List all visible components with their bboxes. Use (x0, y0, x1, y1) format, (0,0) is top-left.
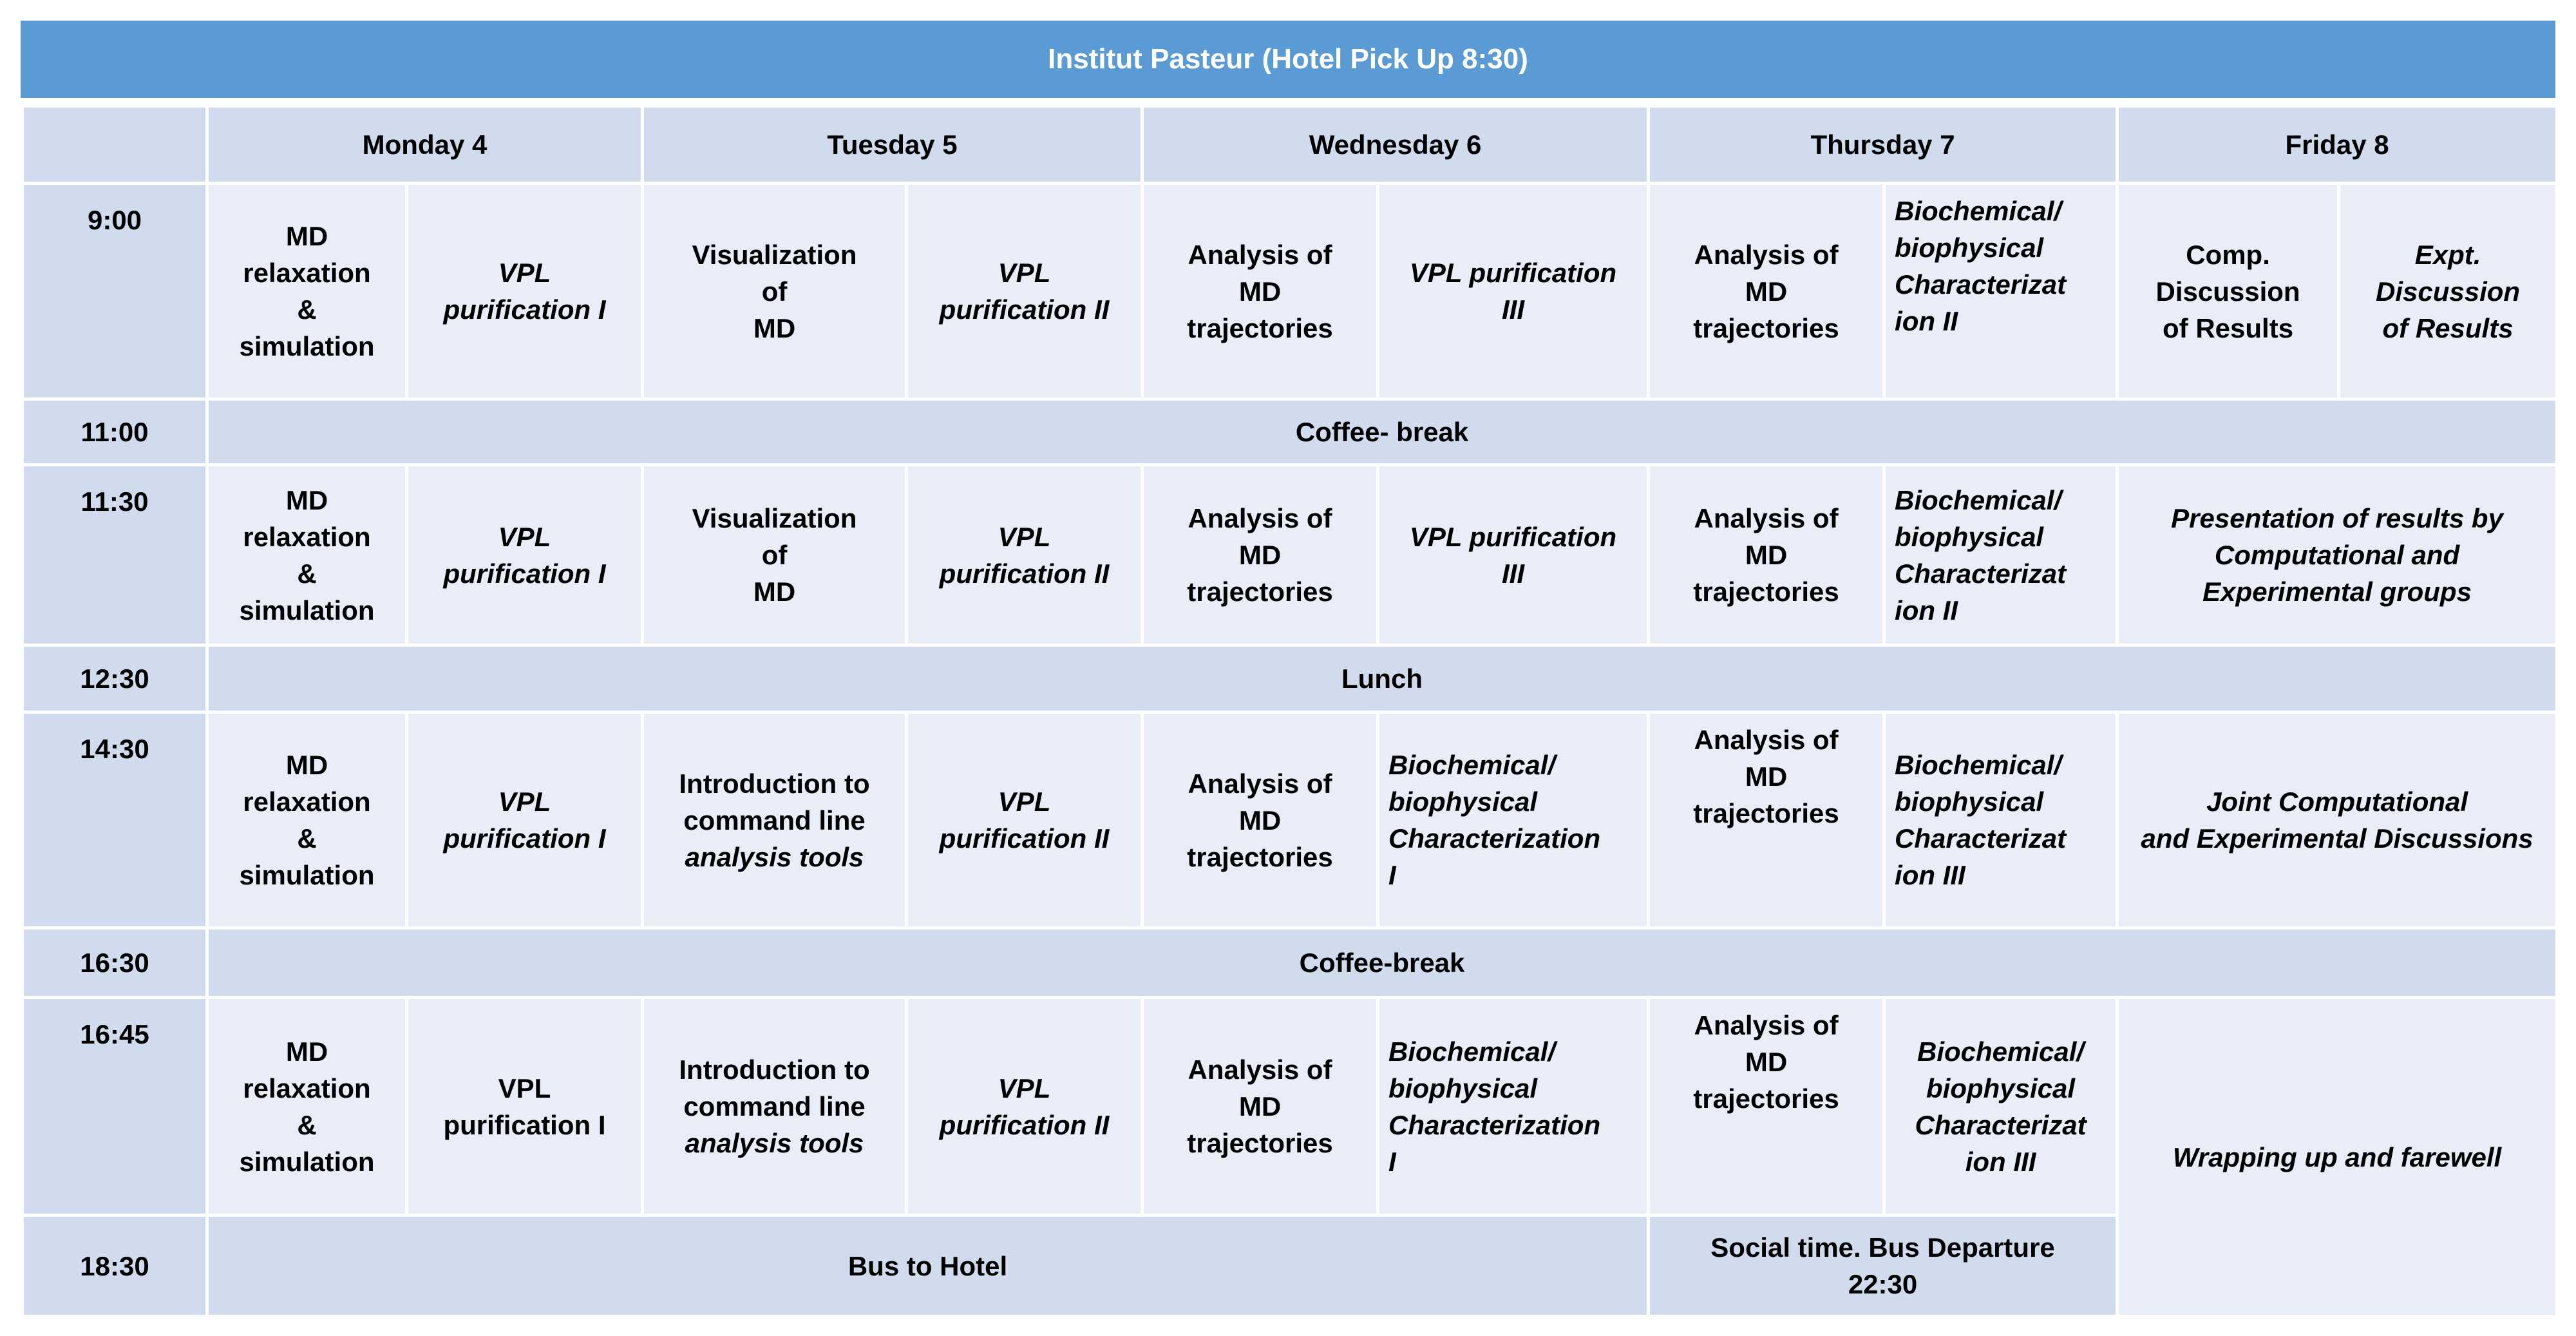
session-1130-mon-a-line: simulation (239, 595, 375, 625)
session-1645-tue-b-line: VPL (998, 1073, 1051, 1103)
session-1430-thu-b (1884, 712, 2117, 928)
session-1645-wed-a-line: MD (1238, 1091, 1282, 1121)
session-1645-tue-b (907, 998, 1142, 1216)
session-0900-tue-a-line: MD (753, 312, 796, 343)
session-0900-wed-a-line: MD (1238, 276, 1282, 307)
session-0900-fri-a (2117, 184, 2339, 399)
social-time (1649, 1216, 2117, 1317)
session-1430-mon-b-line: VPL (498, 787, 551, 817)
time-1130: 11:30 (23, 465, 207, 645)
session-1430-thu-a-line: Analysis of (1694, 725, 1839, 755)
session-1130-thu-a-line: Analysis of (1694, 503, 1839, 533)
session-0900-thu-b (1884, 184, 2117, 399)
session-1130-thu-b-line: ion II (1895, 595, 1958, 625)
session-1130-wed-a-line: Analysis of (1188, 503, 1332, 533)
session-1430-wed-a-line: trajectories (1187, 841, 1333, 872)
session-1430-thu-a-line: MD (1745, 761, 1788, 792)
session-1130-mon-a-line: & (297, 558, 317, 589)
session-1645-tue-a (643, 998, 907, 1216)
session-1645-thu-b-line: ion III (1965, 1146, 2036, 1177)
coffee-break-afternoon: Coffee-break (207, 928, 2557, 998)
time-1230: 12:30 (23, 645, 207, 712)
session-1130-thu-b-line: biophysical (1895, 521, 2044, 552)
session-1645-tue-a-line: analysis tools (685, 1128, 864, 1158)
session-0900-thu-a-line: Analysis of (1694, 239, 1839, 270)
session-1430-mon-a-line: simulation (239, 860, 375, 890)
session-1430-tue-a-line: command line (683, 805, 866, 835)
session-1645-mon-b (407, 998, 643, 1216)
day-wednesday: Wednesday 6 (1142, 106, 1649, 184)
session-1645-tue-b-line: purification II (939, 1109, 1110, 1140)
session-1130-mon-a (207, 465, 407, 645)
session-1430-mon-a-line: & (297, 823, 317, 854)
session-1645-mon-a (207, 998, 407, 1216)
schedule-table (21, 104, 2559, 1318)
session-0900-wed-b (1378, 184, 1649, 399)
session-1130-wed-b (1378, 465, 1649, 645)
session-0900-fri-b-line: Discussion (2376, 276, 2521, 307)
session-1130-mon-a-line: MD (285, 484, 328, 515)
session-0900-wed-a-line: trajectories (1187, 312, 1333, 343)
corner-cell (23, 106, 207, 184)
session-1645-wed-b-line: I (1388, 1146, 1396, 1177)
session-0900-mon-b-line: VPL (498, 258, 551, 288)
session-1130-wed-a-line: MD (1238, 540, 1282, 570)
lunch-break: Lunch (207, 645, 2557, 712)
session-1645-thu-a-line: Analysis of (1694, 1010, 1839, 1040)
session-1430-wed-b (1378, 712, 1649, 928)
time-1645: 16:45 (23, 998, 207, 1216)
session-1430-mon-a (207, 712, 407, 928)
session-1430-wed-b-line: biophysical (1388, 787, 1538, 817)
session-1430-wed-b-line: I (1388, 860, 1396, 890)
session-1645-thu-b-line: biophysical (1926, 1073, 2076, 1103)
session-1645-wed-a-line: trajectories (1187, 1128, 1333, 1158)
session-0900-wed-a (1142, 184, 1378, 399)
session-1645-wed-b-line: Characterization (1388, 1109, 1601, 1140)
session-1430-wed-a (1142, 712, 1378, 928)
session-1430-tue-b-line: VPL (998, 787, 1051, 817)
session-1430-tue-b (907, 712, 1142, 928)
session-0900-thu-a-line: trajectories (1693, 312, 1839, 343)
schedule (21, 21, 2555, 1318)
social-time-line: 22:30 (1848, 1269, 1918, 1299)
session-1430-thu-a (1649, 712, 1884, 928)
session-1430-wed-a-line: Analysis of (1188, 768, 1332, 799)
session-1430-tue-a-line: Introduction to (679, 768, 870, 799)
session-1430-thu-b-line: biophysical (1895, 787, 2044, 817)
session-0900-tue-b-line: purification II (939, 294, 1110, 325)
session-1645-thu-b-line: Biochemical/ (1917, 1036, 2085, 1067)
session-1430-tue-a (643, 712, 907, 928)
session-0900-tue-b-line: VPL (998, 258, 1051, 288)
session-1130-thu-b (1884, 465, 2117, 645)
day-monday: Monday 4 (207, 106, 643, 184)
session-0900-mon-b (407, 184, 643, 399)
session-0900-thu-a (1649, 184, 1884, 399)
session-1645-tue-a-line: command line (683, 1091, 866, 1121)
session-0900-fri-b (2339, 184, 2557, 399)
session-1645-thu-a (1649, 998, 1884, 1216)
session-1130-thu-b-line: Biochemical/ (1895, 484, 2062, 515)
session-1645-thu-b (1884, 998, 2117, 1216)
session-0900-thu-b-line: ion II (1895, 306, 1958, 336)
session-1130-thu-a (1649, 465, 1884, 645)
session-0900-mon-a-line: simulation (239, 331, 375, 361)
row-0900 (23, 184, 2557, 399)
session-1130-tue-a-line: of (761, 540, 788, 570)
session-0900-tue-b (907, 184, 1142, 399)
social-time-line: Social time. Bus Departure (1710, 1232, 2055, 1263)
session-0900-mon-a-line: relaxation (243, 258, 371, 288)
session-1430-mon-a-line: MD (285, 750, 328, 780)
session-1430-wed-a-line: MD (1238, 805, 1282, 835)
session-1130-mon-a-line: relaxation (243, 521, 371, 552)
session-0900-mon-b-line: purification I (443, 294, 606, 325)
session-1645-thu-a-line: MD (1745, 1047, 1788, 1077)
session-0900-fri-b-line: Expt. (2414, 239, 2481, 270)
session-1130-wed-a-line: trajectories (1187, 577, 1333, 607)
session-1645-mon-b-line: purification I (443, 1109, 606, 1140)
session-1430-thu-a-line: trajectories (1693, 798, 1839, 828)
session-1645-wed-b-line: biophysical (1388, 1073, 1538, 1103)
session-1130-fri-line: Experimental groups (2202, 577, 2472, 607)
session-0900-tue-a (643, 184, 907, 399)
session-0900-wed-b-line: VPL purification (1409, 258, 1617, 288)
time-1430: 14:30 (23, 712, 207, 928)
session-1130-fri-line: Computational and (2214, 540, 2460, 570)
row-1430 (23, 712, 2557, 928)
session-1430-mon-b (407, 712, 643, 928)
session-1645-mon-b-line: VPL (498, 1073, 551, 1103)
time-1630: 16:30 (23, 928, 207, 998)
session-1130-fri-line: Presentation of results by (2171, 503, 2503, 533)
session-1130-wed-b-line: III (1502, 558, 1525, 589)
session-1645-wed-b (1378, 998, 1649, 1216)
session-1645-mon-a-line: relaxation (243, 1073, 371, 1103)
header-row (23, 106, 2557, 184)
session-1430-thu-b-line: Characterizat (1895, 823, 2067, 854)
session-0900-wed-a-line: Analysis of (1188, 239, 1332, 270)
session-1130-tue-b-line: VPL (998, 521, 1051, 552)
session-1645-tue-a-line: Introduction to (679, 1054, 870, 1085)
schedule-title: Institut Pasteur (Hotel Pick Up 8:30) (21, 21, 2555, 98)
session-1645-mon-a-line: MD (285, 1036, 328, 1067)
bus-to-hotel: Bus to Hotel (207, 1216, 1649, 1317)
session-1645-mon-a-line: simulation (239, 1146, 375, 1177)
session-1130-wed-b-line: VPL purification (1409, 521, 1617, 552)
session-1645-wed-a (1142, 998, 1378, 1216)
session-1645-fri-line: Wrapping up and farewell (2172, 1141, 2502, 1172)
session-0900-thu-b-line: Biochemical/ (1895, 196, 2062, 226)
session-0900-mon-a-line: MD (285, 221, 328, 251)
session-1130-tue-b-line: purification II (939, 558, 1110, 589)
row-1630 (23, 928, 2557, 998)
session-0900-tue-a-line: of (761, 276, 788, 307)
session-0900-tue-a-line: Visualization (692, 239, 857, 270)
session-1130-tue-b (907, 465, 1142, 645)
time-1830: 18:30 (23, 1216, 207, 1317)
session-1645-wed-a-line: Analysis of (1188, 1054, 1332, 1085)
session-1130-tue-a-line: Visualization (692, 503, 857, 533)
session-1645-thu-b-line: Characterizat (1915, 1109, 2087, 1140)
session-0900-mon-a (207, 184, 407, 399)
session-1130-thu-a-line: MD (1745, 540, 1788, 570)
coffee-break-morning: Coffee- break (207, 399, 2557, 465)
time-1100: 11:00 (23, 399, 207, 465)
session-1430-tue-a-line: analysis tools (685, 841, 864, 872)
session-0900-fri-b-line: of Results (2382, 312, 2514, 343)
session-1130-tue-a (643, 465, 907, 645)
session-1430-fri (2117, 712, 2557, 928)
session-0900-thu-a-line: MD (1745, 276, 1788, 307)
session-0900-mon-a-line: & (297, 294, 317, 325)
row-1645 (23, 998, 2557, 1216)
session-1130-thu-a-line: trajectories (1693, 577, 1839, 607)
session-1645-thu-a-line: trajectories (1693, 1083, 1839, 1114)
session-1430-mon-b-line: purification I (443, 823, 606, 854)
session-0900-fri-a-line: Comp. (2186, 239, 2270, 270)
session-1645-wed-b-line: Biochemical/ (1388, 1036, 1556, 1067)
session-0900-thu-b-line: biophysical (1895, 233, 2044, 263)
session-1430-wed-b-line: Biochemical/ (1388, 750, 1556, 780)
session-1645-fri (2117, 998, 2557, 1317)
session-1130-thu-b-line: Characterizat (1895, 558, 2067, 589)
time-0900: 9:00 (23, 184, 207, 399)
session-0900-fri-a-line: of Results (2163, 312, 2294, 343)
session-1430-fri-line: and Experimental Discussions (2141, 823, 2533, 854)
session-1430-wed-b-line: Characterization (1388, 823, 1601, 854)
session-1430-tue-b-line: purification II (939, 823, 1110, 854)
session-1430-thu-b-line: ion III (1895, 860, 1965, 890)
session-1130-tue-a-line: MD (753, 577, 796, 607)
session-1645-mon-a-line: & (297, 1109, 317, 1140)
day-friday: Friday 8 (2117, 106, 2557, 184)
row-1230 (23, 645, 2557, 712)
day-tuesday: Tuesday 5 (643, 106, 1142, 184)
session-1130-fri (2117, 465, 2557, 645)
row-1100 (23, 399, 2557, 465)
session-1130-mon-b (407, 465, 643, 645)
session-1430-fri-line: Joint Computational (2206, 787, 2468, 817)
row-1130 (23, 465, 2557, 645)
session-0900-wed-b-line: III (1502, 294, 1525, 325)
session-1430-thu-b-line: Biochemical/ (1895, 750, 2062, 780)
session-0900-thu-b-line: Characterizat (1895, 269, 2067, 300)
session-1130-mon-b-line: VPL (498, 521, 551, 552)
session-1130-mon-b-line: purification I (443, 558, 606, 589)
session-1430-mon-a-line: relaxation (243, 787, 371, 817)
session-1130-wed-a (1142, 465, 1378, 645)
session-0900-fri-a-line: Discussion (2155, 276, 2300, 307)
day-thursday: Thursday 7 (1649, 106, 2117, 184)
